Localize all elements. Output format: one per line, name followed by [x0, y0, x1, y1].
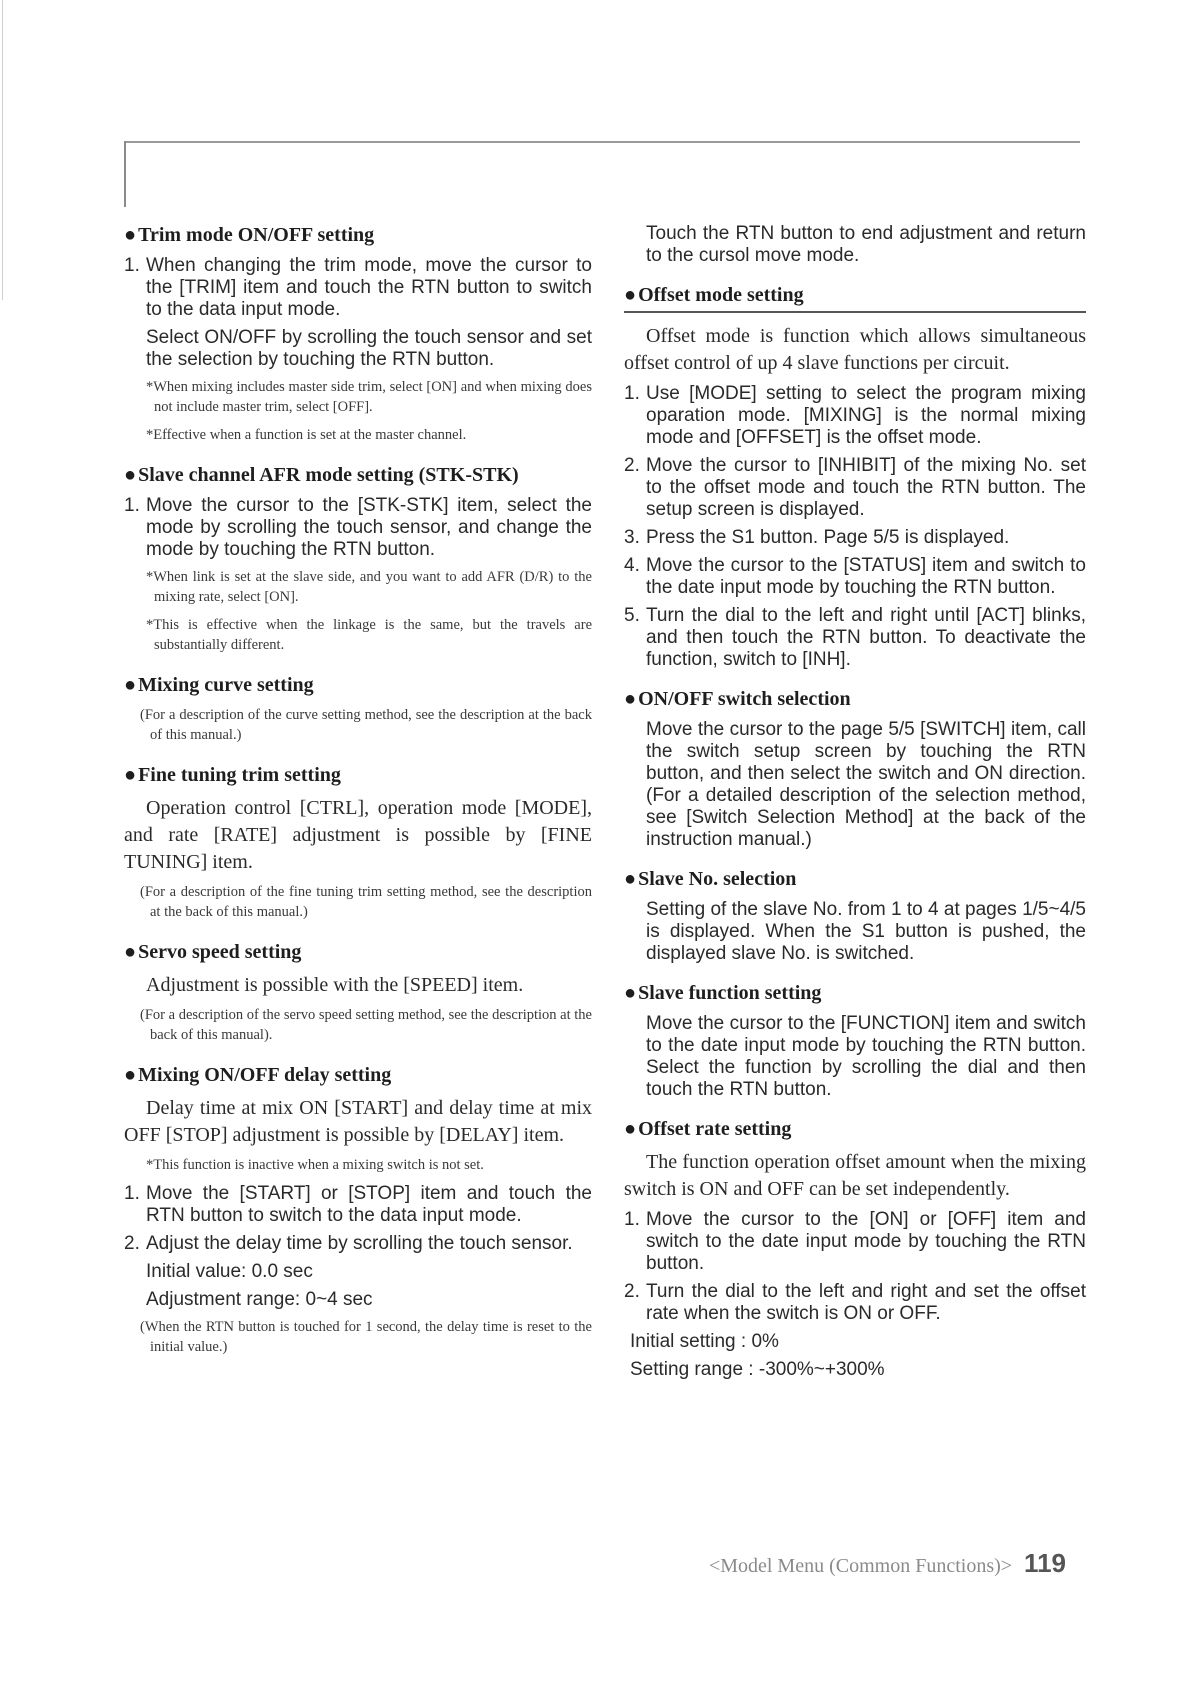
offset-rate-section	[624, 1117, 1086, 1381]
page-edge-line	[2, 0, 3, 300]
delay-section	[124, 1063, 592, 1357]
bullet-icon: ●	[624, 982, 637, 1004]
note: *This function is inactive when a mixing switch is not set.	[146, 1157, 484, 1173]
trim-mode-section	[124, 223, 592, 445]
paragraph: Offset mode is function which allows simultaneous offset control of up 4 slave functions per circuit.	[624, 325, 1086, 374]
section-heading: ● Fine tuning trim setting	[124, 764, 341, 786]
note: (For a description of the curve setting method, see the description at the back of this manual.)	[140, 707, 592, 743]
mixing-curve-section	[124, 673, 592, 745]
paragraph: Select ON/OFF by scrolling the touch sensor and set the selection by touching the RTN button.	[146, 327, 592, 370]
paragraph: Touch the RTN button to end adjustment and return to the cursol move mode.	[646, 223, 1086, 266]
step-item: 2. Move the cursor to [INHIBIT] of the mixing No. set to the offset mode and touch the RTN button. The setup screen is displayed.	[624, 455, 1086, 520]
note: *Effective when a function is set at the master channel.	[146, 427, 467, 443]
paragraph: Move the cursor to the page 5/5 [SWITCH] item, call the switch setup screen by touching the RTN button, and then select the switch and ON direction. (For a detailed description of the selection method, see [Switch Selection Method] at the back of the instruction manual.)	[646, 719, 1086, 850]
paragraph: Delay time at mix ON [START] and delay time at mix OFF [STOP] adjustment is possible by [DELAY] item.	[124, 1097, 592, 1146]
setting-range: Setting range : -300%~+300%	[630, 1359, 885, 1380]
note: *When link is set at the slave side, and you want to add AFR (D/R) to the mixing rate, select [ON].	[146, 569, 592, 605]
bullet-icon: ●	[124, 1064, 137, 1086]
section-heading: ● Slave No. selection	[624, 868, 797, 890]
note: (For a description of the fine tuning trim setting method, see the description at the back of this manual.)	[140, 884, 592, 920]
offset-mode-section	[624, 283, 1086, 671]
bullet-icon: ●	[624, 688, 637, 710]
bullet-icon: ●	[124, 941, 137, 963]
paragraph: Move the cursor to the [FUNCTION] item and switch to the date input mode by touching the RTN button. Select the function by scrolling the dial and then touch the RTN button.	[646, 1013, 1086, 1100]
footer-title: <Model Menu (Common Functions)>	[708, 1555, 1013, 1577]
section-heading: ● Servo speed setting	[124, 941, 302, 963]
note: (When the RTN button is touched for 1 second, the delay time is reset to the initial value.)	[140, 1319, 592, 1355]
bullet-icon: ●	[124, 224, 137, 246]
paragraph: Setting of the slave No. from 1 to 4 at pages 1/5~4/5 is displayed. When the S1 button is pushed, the displayed slave No. is switched.	[646, 899, 1086, 964]
bullet-icon: ●	[624, 284, 637, 306]
section-heading: ● Offset rate setting	[624, 1118, 792, 1140]
step-item: 1. When changing the trim mode, move the cursor to the [TRIM] item and touch the RTN button to switch to the data input mode.	[124, 255, 592, 320]
step-item: 2. Turn the dial to the left and right and set the offset rate when the switch is ON or OFF.	[624, 1281, 1086, 1324]
bullet-icon: ●	[624, 868, 637, 890]
step-item: 1. Move the cursor to the [ON] or [OFF] item and switch to the date input mode by touching the RTN button.	[624, 1209, 1086, 1274]
left-column	[124, 223, 592, 1365]
section-heading: ● Slave function setting	[624, 982, 822, 1004]
fine-tuning-section	[124, 763, 592, 922]
header-bracket	[124, 141, 126, 207]
initial-setting: Initial setting : 0%	[630, 1331, 779, 1352]
step-item: 4. Move the cursor to the [STATUS] item and switch to the date input mode by touching the RTN button.	[624, 555, 1086, 598]
slave-afr-section	[124, 463, 592, 655]
step-item: 2. Adjust the delay time by scrolling the touch sensor.	[124, 1233, 573, 1254]
section-heading: ● Mixing curve setting	[124, 674, 314, 696]
bullet-icon: ●	[124, 464, 137, 486]
section-heading: ● Offset mode setting	[624, 283, 1086, 313]
paragraph: Adjustment is possible with the [SPEED] item.	[146, 974, 524, 996]
page-number: 119	[1024, 1548, 1066, 1578]
section-heading: ● Mixing ON/OFF delay setting	[124, 1064, 392, 1086]
step-item: 1. Use [MODE] setting to select the program mixing oparation mode. [MIXING] is the normal mixing mode and [OFFSET] is the offset mode.	[624, 383, 1086, 448]
step-item: 3. Press the S1 button. Page 5/5 is displayed.	[624, 527, 1010, 548]
bullet-icon: ●	[124, 674, 137, 696]
step-item: 5. Turn the dial to the left and right until [ACT] blinks, and then touch the RTN button. To deactivate the function, switch to [INH].	[624, 605, 1086, 670]
note: *When mixing includes master side trim, select [ON] and when mixing does not include master trim, select [OFF].	[146, 379, 592, 415]
section-heading: ● Trim mode ON/OFF setting	[124, 224, 375, 246]
header-rule	[124, 141, 1080, 143]
step-item: 1. Move the [START] or [STOP] item and touch the RTN button to switch to the data input mode.	[124, 1183, 592, 1226]
section-heading: ● Slave channel AFR mode setting (STK-STK)	[124, 464, 519, 486]
right-column	[624, 223, 1086, 1387]
adjustment-range: Adjustment range: 0~4 sec	[146, 1289, 373, 1310]
note: (For a description of the servo speed setting method, see the description at the back of this manual).	[140, 1007, 592, 1043]
servo-speed-section	[124, 940, 592, 1045]
slave-function-section	[624, 981, 1086, 1101]
step-item: 1. Move the cursor to the [STK-STK] item, select the mode by scrolling the touch sensor, and change the mode by touching the RTN button.	[124, 495, 592, 560]
bullet-icon: ●	[124, 764, 137, 786]
paragraph: The function operation offset amount when the mixing switch is ON and OFF can be set independently.	[624, 1151, 1086, 1200]
page-footer	[646, 1548, 1066, 1579]
bullet-icon: ●	[624, 1118, 637, 1140]
section-heading: ● ON/OFF switch selection	[624, 688, 851, 710]
slave-no-section	[624, 867, 1086, 965]
initial-value: Initial value: 0.0 sec	[146, 1261, 313, 1282]
note: *This is effective when the linkage is the same, but the travels are substantially different.	[146, 617, 592, 653]
paragraph: Operation control [CTRL], operation mode [MODE], and rate [RATE] adjustment is possible by [FINE TUNING] item.	[124, 797, 592, 873]
onoff-switch-section	[624, 687, 1086, 851]
